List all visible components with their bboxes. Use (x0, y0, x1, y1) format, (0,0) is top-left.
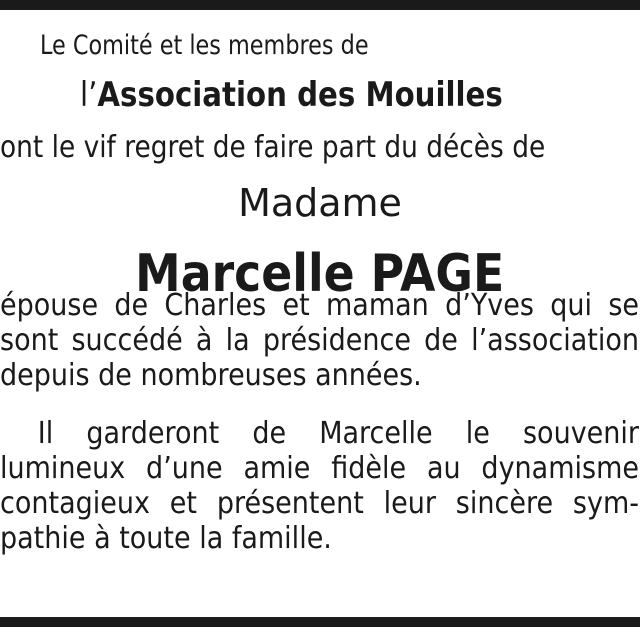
intro-line-association (80, 75, 503, 115)
salutation: Madame (238, 181, 402, 225)
paragraph-family: épouse de Charles et maman d’Yves qui se sont succédé à la présidence de l’association depuis de nombreuses années. (0, 288, 639, 393)
top-border-rule (0, 0, 640, 10)
intro-line-regret: ont le vif regret de faire part du décès de (0, 130, 546, 165)
association-article: l’ (80, 75, 98, 115)
association-name: Association des Mouilles (97, 75, 503, 115)
paragraph-condolences: Il garderont de Marcelle le souvenir lumineux d’une amie fidèle au dynamisme contagieux et présentent leur sincère sympathie à toute la famille. (0, 416, 640, 556)
bottom-border-rule (0, 617, 640, 627)
intro-line-committee: Le Comité et les membres de (40, 30, 369, 61)
deceased-name: Marcelle PAGE (135, 244, 505, 304)
